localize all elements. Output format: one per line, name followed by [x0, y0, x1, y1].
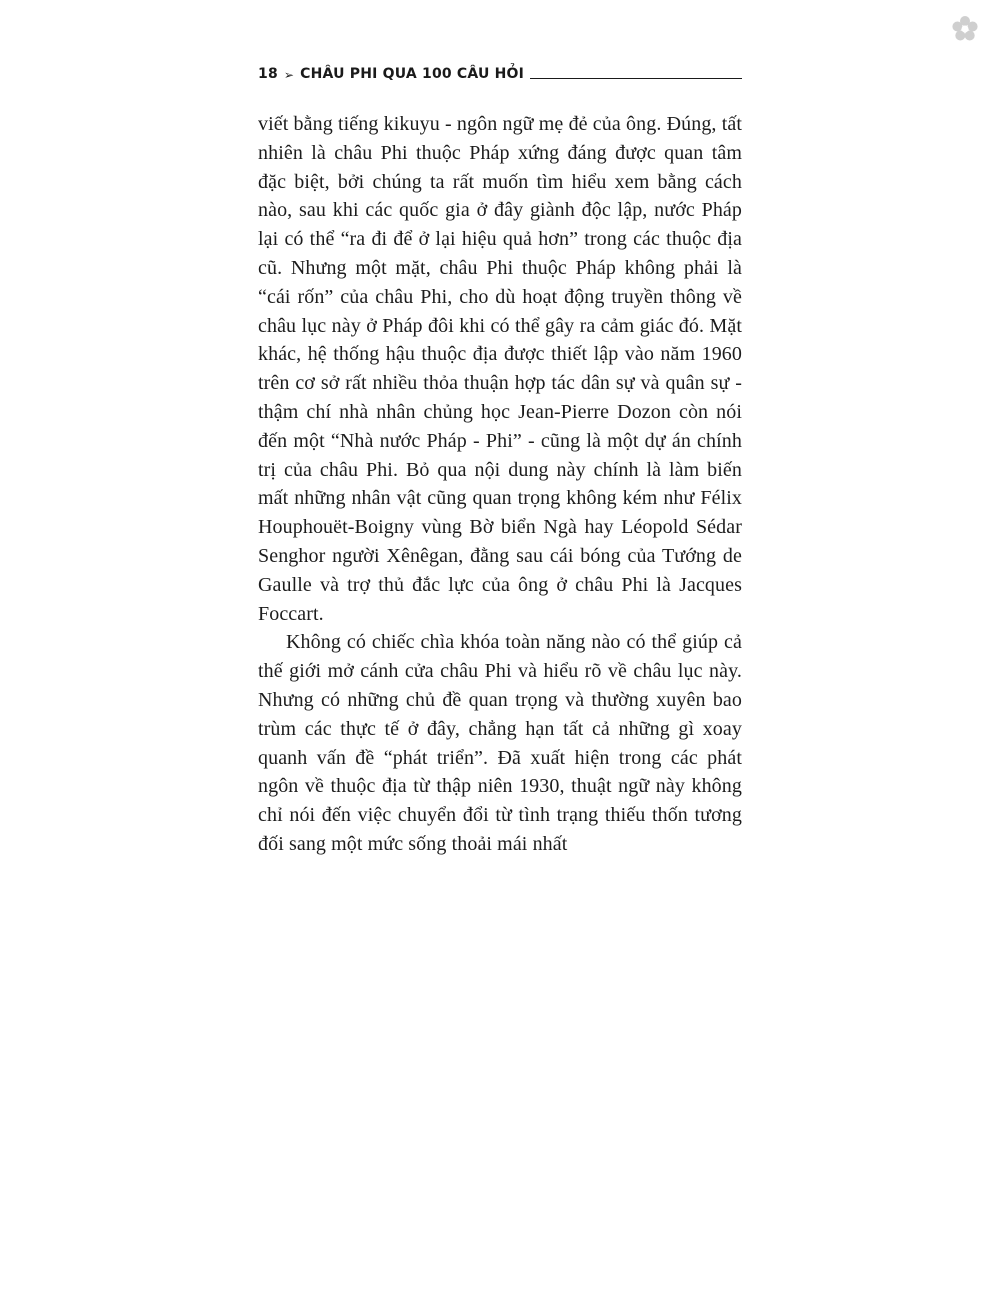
header-rule [530, 78, 742, 79]
running-header [258, 60, 742, 82]
flower-ornament-icon [950, 14, 980, 44]
arrow-icon: ➢ [283, 68, 295, 82]
body-text [258, 110, 742, 859]
paragraph-2: Không có chiếc chìa khóa toàn năng nào có thể giúp cả thế giới mở cánh cửa châu Phi và hiểu rõ về châu lục này. Nhưng có những chủ đề quan trọng và thường xuyên bao trùm các thực tế ở đây, chẳng hạn tất cả những gì xoay quanh vấn đề “phát triển”. Đã xuất hiện trong các phát ngôn về thuộc địa từ thập niên 1930, thuật ngữ này không chỉ nói đến việc chuyển đổi từ tình trạng thiếu thốn tương đối sang một mức sống thoải mái nhất [258, 631, 742, 855]
page-number: 18 [258, 66, 278, 82]
paragraph-1: viết bằng tiếng kikuyu - ngôn ngữ mẹ đẻ của ông. Đúng, tất nhiên là châu Phi thuộc Pháp xứng đáng được quan tâm đặc biệt, bởi chúng ta rất muốn tìm hiểu xem bằng cách nào, sau khi các quốc gia ở đây giành độc lập, nước Pháp lại có thể “ra đi để ở lại hiệu quả hơn” trong các thuộc địa cũ. Nhưng một mặt, châu Phi thuộc Pháp không phải là “cái rốn” của châu Phi, cho dù hoạt động truyền thông về châu lục này ở Pháp đôi khi có thể gây ra cảm giác đó. Mặt khác, hệ thống hậu thuộc địa được thiết lập vào năm 1960 trên cơ sở rất nhiều thỏa thuận hợp tác dân sự và quân sự - thậm chí nhà nhân chủng học Jean-Pierre Dozon còn nói đến một “Nhà nước Pháp - Phi” - cũng là một dự án chính trị của châu Phi. Bỏ qua nội dung này chính là làm biến mất những nhân vật cũng quan trọng không kém như Félix Houphouët-Boigny vùng Bờ biển Ngà hay Léopold Sédar Senghor người Xênêgan, đằng sau cái bóng của Tướng de Gaulle và trợ thủ đắc lực của ông ở châu Phi là Jacques Foccart. [258, 113, 742, 625]
book-title: CHÂU PHI QUA 100 CÂU HỎI [300, 66, 525, 82]
